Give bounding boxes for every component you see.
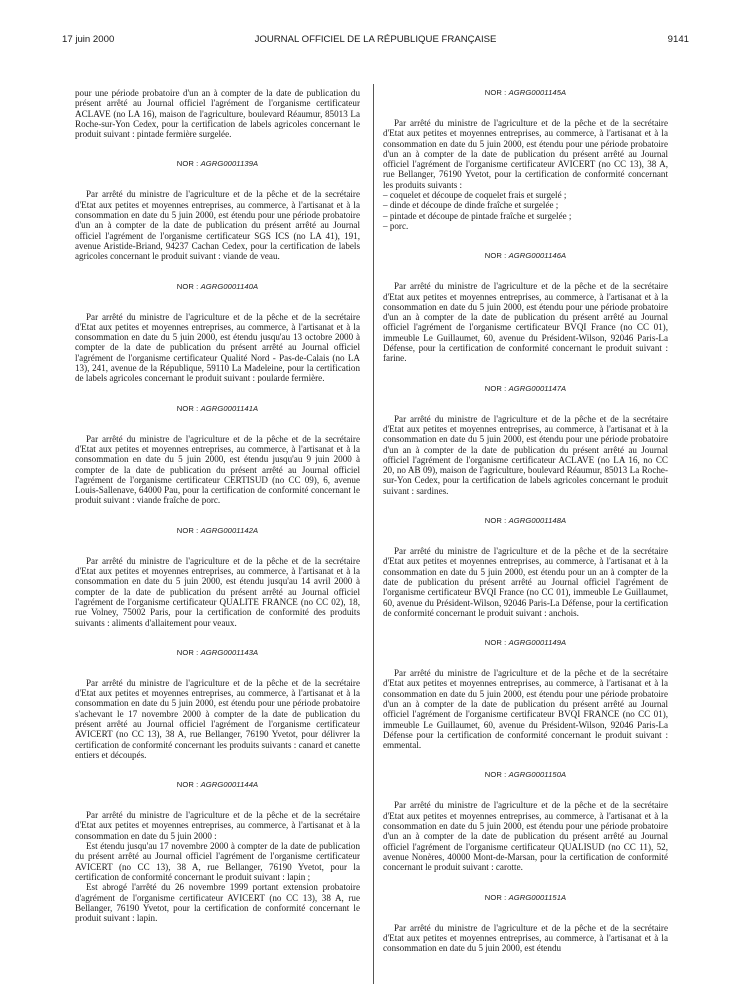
nor-reference: NOR : AGRG0001140A: [176, 281, 259, 291]
issue-date: 17 juin 2000: [62, 34, 115, 45]
right-column: [383, 88, 668, 953]
decree-paragraph: Par arrêté du ministre de l'agriculture et de la pêche et de la secrétaire d'Etat aux petites et moyennes entreprises, au commerce, à l'artisanat et à la consommation en date du 5 juin 2000, est étendu pour une période probatoire s'achevant le 17 novembre 2000 à compter de la date de publication du présent arrêté au Journal officiel l'agrément de l'organisme certificateur AVICERT (no CC 13), 38 A, rue Bellanger, 76190 Yvetot, pour délivrer la certification de conformité concernant les produits suivants : canard et canette entiers et découpés.: [75, 677, 360, 760]
decree-paragraph: Par arrêté du ministre de l'agriculture et de la pêche et de la secrétaire d'Etat aux petites et moyennes entreprises, au commerce, à l'artisanat et à la consommation en date du 5 juin 2000, est étendu jusqu'au 9 juin 2000 à compter de la date de publication du présent arrêté au Journal officiel l'agrément de l'organisme certificateur CERTISUD (no CC 09), 6, avenue Louis-Sallenave, 64000 Pau, pour la certification de conformité concernant le produit suivant : viande fraîche de porc.: [75, 433, 360, 506]
product-list: [383, 190, 668, 231]
decree-paragraph: Par arrêté du ministre de l'agriculture et de la pêche et de la secrétaire d'Etat aux petites et moyennes entreprises, au commerce, à l'artisanat et à la consommation en date du 5 juin 2000, est étendu pour une période probatoire d'un an à compter de la date de publication du présent arrêté au Journal officiel l'agrément de l'organisme certificateur AVICERT (no CC 13), 38 A, rue Bellanger, 76190 Yvetot, pour la certification de conformité concernant les produits suivants :: [383, 118, 668, 190]
decree-paragraph: Par arrêté du ministre de l'agriculture et de la pêche et de la secrétaire d'Etat aux petites et moyennes entreprises, au commerce, à l'artisanat et à la consommation en date du 5 juin 2000, est étendu pour une période probatoire d'un an à compter de la date de publication du présent arrêté au Journal officiel l'agrément de l'organisme certificateur ACLAVE (no LA 16, no CC 20, no AB 09), maison de l'agriculture, boulevard Réaumur, 85013 La Roche-sur-Yon Cedex, pour la certification de labels agricoles concernant le produit suivant : sardines.: [383, 413, 668, 496]
nor-reference: NOR : AGRG0001139A: [176, 159, 259, 169]
nor-reference: NOR : AGRG0001142A: [176, 525, 259, 535]
list-item: – dinde et découpe de dinde fraîche et surgelée ;: [383, 200, 668, 210]
decree-paragraph: Est étendu jusqu'au 17 novembre 2000 à compter de la date de publication du présent arrêté au Journal officiel l'agrément de l'organisme certificateur AVICERT (no CC 13), 38 A, rue Bellanger, 76190 Yvetot, pour la certification de conformité concernant le produit suivant : lapin ;: [75, 841, 360, 882]
decree-paragraph: Par arrêté du ministre de l'agriculture et de la pêche et de la secrétaire d'Etat aux petites et moyennes entreprises, au commerce, à l'artisanat et à la consommation en date du 5 juin 2000, est étendu jusqu'au 13 octobre 2000 à compter de la date de publication du présent arrêté au Journal officiel l'agrément de l'organisme certificateur Qualité Nord - Pas-de-Calais (no LA 13), 241, avenue de la République, 59110 La Madeleine, pour la certification de labels agricoles concernant le produit suivant : poularde fermière.: [75, 311, 360, 384]
nor-reference: NOR : AGRG0001149A: [484, 638, 567, 648]
decree-paragraph: Par arrêté du ministre de l'agriculture et de la pêche et de la secrétaire d'Etat aux petites et moyennes entreprises, au commerce, à l'artisanat et à la consommation en date du 5 juin 2000, est étendu: [383, 922, 668, 954]
nor-reference: NOR : AGRG0001147A: [484, 383, 567, 393]
decree-paragraph: Par arrêté du ministre de l'agriculture et de la pêche et de la secrétaire d'Etat aux petites et moyennes entreprises, au commerce, à l'artisanat et à la consommation en date du 5 juin 2000, est étendu jusqu'au 14 avril 2000 à compter de la date de publication du présent arrêté au Journal officiel l'agrément de l'organisme certificateur QUALITE FRANCE (no CC 02), 18, rue Volney, 75002 Paris, pour la certification de conformité des produits suivants : aliments d'allaitement pour veaux.: [75, 555, 360, 628]
list-item: – pintade et découpe de pintade fraîche et surgelée ;: [383, 211, 668, 221]
nor-reference: NOR : AGRG0001146A: [484, 251, 567, 261]
list-item: – porc.: [383, 221, 668, 231]
nor-reference: NOR : AGRG0001148A: [484, 516, 567, 526]
page-number: 9141: [667, 34, 689, 45]
decree-paragraph: Par arrêté du ministre de l'agriculture et de la pêche et de la secrétaire d'Etat aux petites et moyennes entreprises, au commerce, à l'artisanat et à la consommation en date du 5 juin 2000, est étendu pour une période probatoire d'un an à compter de la date de publication du présent arrêté au Journal officiel l'agrément de l'organisme certificateur SGS ICS (no LA 41), 191, avenue Aristide-Briand, 94237 Cachan Cedex, pour la certification de labels agricoles concernant le produit suivant : viande de veau.: [75, 189, 360, 262]
decree-paragraph: Par arrêté du ministre de l'agriculture et de la pêche et de la secrétaire d'Etat aux petites et moyennes entreprises, au commerce, à l'artisanat et à la consommation en date du 5 juin 2000, est étendu pour une période probatoire d'un an à compter de la date de publication du présent arrêté au Journal officiel l'agrément de l'organisme certificateur BVQI FRANCE (no CC 01), immeuble Le Guillaumet, 60, avenue du Président-Wilson, 92046 Paris-La Défense pour la certification de conformité concernant le produit suivant : emmental.: [383, 668, 668, 751]
left-column: [75, 88, 360, 923]
decree-paragraph: Par arrêté du ministre de l'agriculture et de la pêche et de la secrétaire d'Etat aux petites et moyennes entreprises, au commerce, à l'artisanat et à la consommation en date du 5 juin 2000, est étendu pour une période probatoire d'un an à compter de la date de publication du présent arrêté au Journal officiel l'agrément de l'organisme certificateur QUALISUD (no CC 11), 52, avenue Nonères, 40000 Mont-de-Marsan, pour la certification de conformité concernant le produit suivant : carotte.: [383, 800, 668, 873]
page-header: [62, 34, 689, 50]
nor-reference: NOR : AGRG0001144A: [176, 780, 259, 790]
nor-reference: NOR : AGRG0001145A: [484, 88, 567, 97]
column-divider: [373, 84, 374, 984]
nor-reference: NOR : AGRG0001143A: [176, 647, 259, 657]
decree-paragraph: Par arrêté du ministre de l'agriculture et de la pêche et de la secrétaire d'Etat aux petites et moyennes entreprises, au commerce, à l'artisanat et à la consommation en date du 5 juin 2000, est étendu pour un an à compter de la date de publication du présent arrêté au Journal officiel l'agrément de l'organisme certificateur BVQI France (no CC 01), immeuble Le Guillaumet, 60, avenue du Président-Wilson, 92046 Paris-La Défense, pour la certification de conformité concernant le produit suivant : anchois.: [383, 546, 668, 618]
list-item: – coquelet et découpe de coquelet frais et surgelé ;: [383, 190, 668, 200]
nor-reference: NOR : AGRG0001141A: [176, 403, 259, 413]
decree-paragraph: Par arrêté du ministre de l'agriculture et de la pêche et de la secrétaire d'Etat aux petites et moyennes entreprises, au commerce, à l'artisanat et à la consommation en date du 5 juin 2000 :: [75, 810, 360, 841]
nor-reference: NOR : AGRG0001151A: [484, 892, 567, 902]
decree-paragraph: Est abrogé l'arrêté du 26 novembre 1999 portant extension probatoire d'agrément de l'organisme certificateur AVICERT (no CC 13), 38 A, rue Bellanger, 76190 Yvetot, pour la certification de conformité concernant le produit suivant : lapin.: [75, 882, 360, 924]
journal-title: JOURNAL OFFICIEL DE LA RÉPUBLIQUE FRANÇAISE: [254, 34, 497, 45]
continued-paragraph: pour une période probatoire d'un an à compter de la date de publication du présent arrêté au Journal officiel l'agrément de l'organisme certificateur ACLAVE (no LA 16), maison de l'agriculture, boulevard Réaumur, 85013 La Roche-sur-Yon Cedex, pour la certification de labels agricoles concernant le produit suivant : pintade fermière surgelée.: [75, 88, 360, 140]
nor-reference: NOR : AGRG0001150A: [484, 770, 567, 780]
decree-paragraph: Par arrêté du ministre de l'agriculture et de la pêche et de la secrétaire d'Etat aux petites et moyennes entreprises, au commerce, à l'artisanat et à la consommation en date du 5 juin 2000, est étendu pour une période probatoire d'un an à compter de la date de publication du présent arrêté au Journal officiel l'agrément de l'organisme certificateur BVQI France (no CC 01), immeuble Le Guillaumet, 60, avenue du Président-Wilson, 92046 Paris-La Défense, pour la certification de conformité concernant le produit suivant : farine.: [383, 281, 668, 364]
